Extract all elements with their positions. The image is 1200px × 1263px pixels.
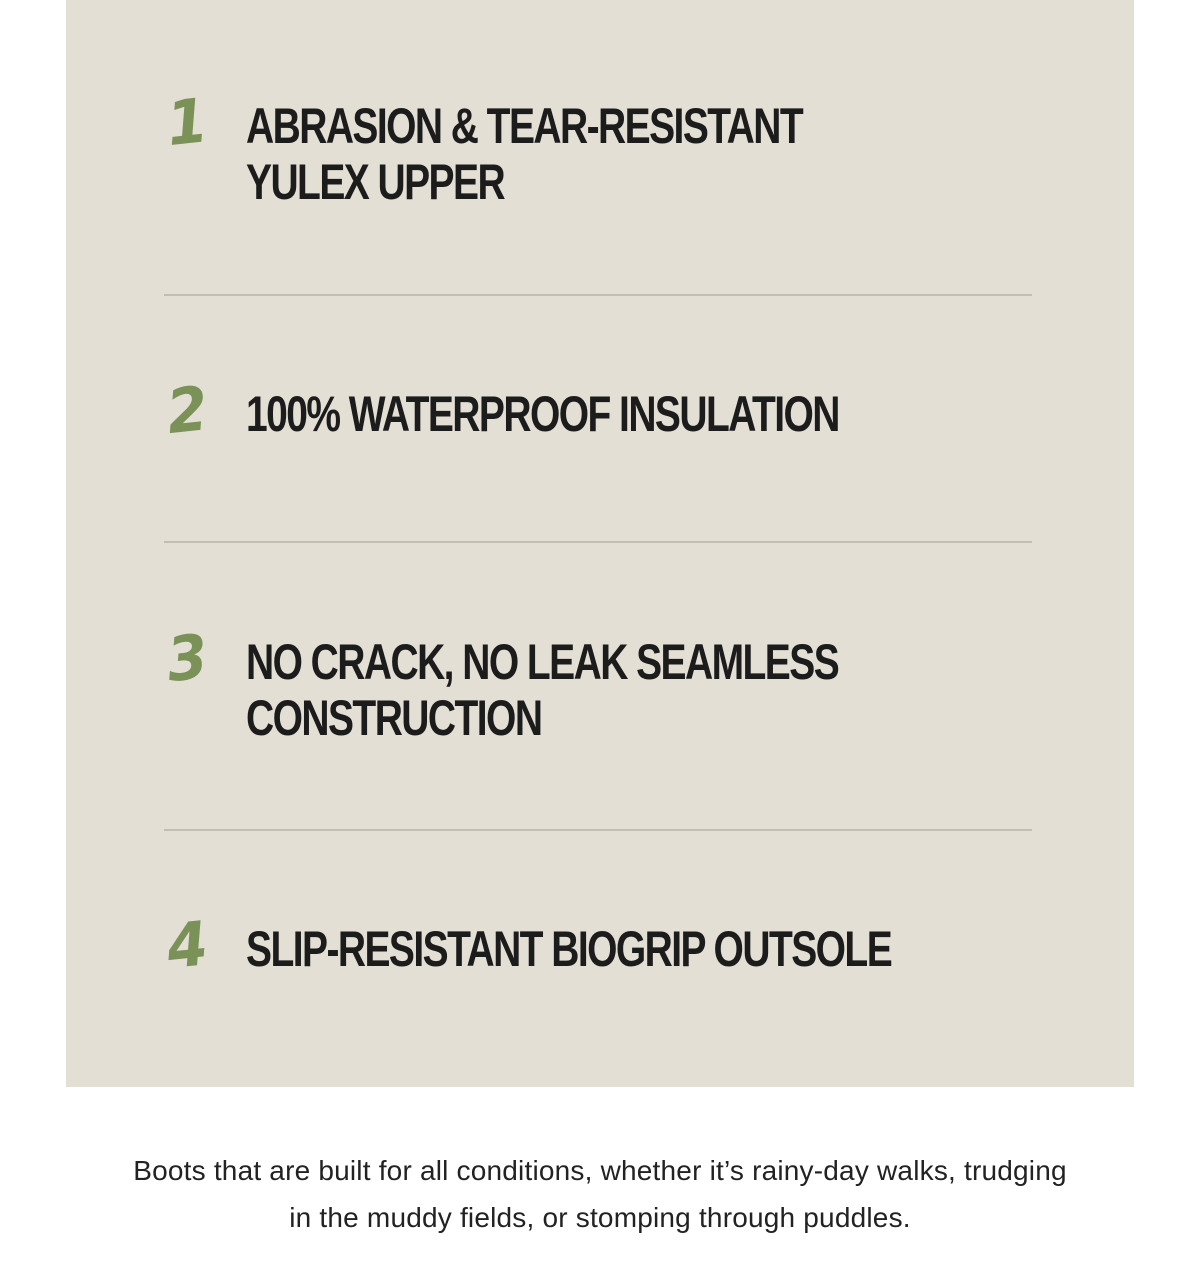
divider-2	[164, 541, 1032, 543]
feature-number-2: 2	[163, 372, 212, 448]
feature-title-1: ABRASION & TEAR-RESISTANT YULEX UPPER	[246, 98, 803, 210]
feature-item-1	[163, 84, 1032, 210]
feature-item-3	[163, 620, 1032, 746]
divider-1	[164, 294, 1032, 296]
feature-item-2	[163, 372, 1032, 448]
feature-number-1: 1	[163, 84, 212, 160]
feature-number-3: 3	[163, 620, 212, 696]
feature-title-3: NO CRACK, NO LEAK SEAMLESS CONSTRUCTION	[246, 634, 839, 746]
features-panel	[66, 0, 1134, 1087]
feature-number-4: 4	[163, 907, 212, 983]
feature-item-4	[163, 907, 1032, 983]
description-text: Boots that are built for all conditions, whether it’s rainy-day walks, trudging in the muddy fields, or stomping through puddles.	[133, 1155, 1067, 1233]
divider-3	[164, 829, 1032, 831]
feature-title-2: 100% WATERPROOF INSULATION	[246, 386, 839, 442]
feature-title-4: SLIP-RESISTANT BIOGRIP OUTSOLE	[246, 921, 892, 977]
